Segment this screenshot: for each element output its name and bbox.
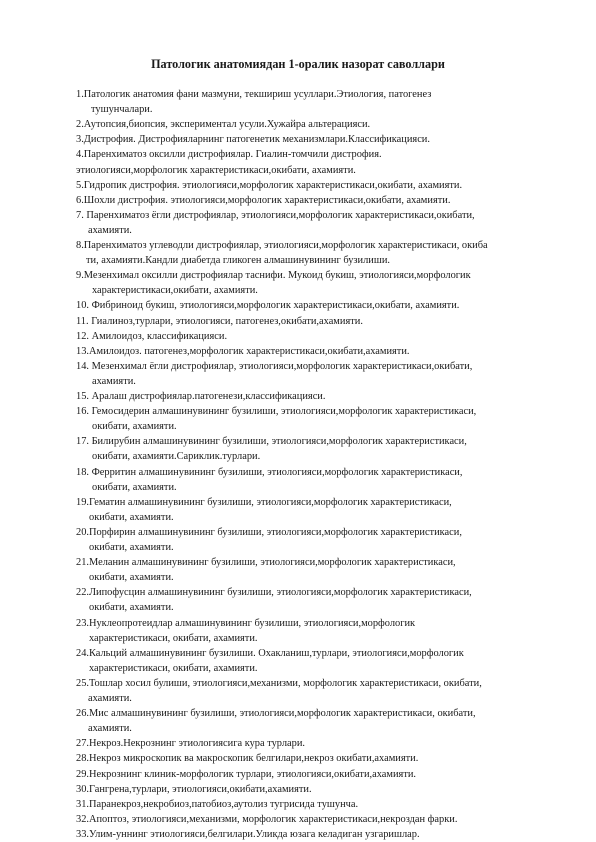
question-item: 8.Паренхиматоз углеводли дистрофиялар, этиологияси,морфологик характеристикаси, окиба — [76, 240, 488, 251]
question-item-continuation: окибати, ахамияти.Сариклик.турлари. — [92, 451, 261, 463]
question-item-continuation: окибати, ахамияти. — [92, 481, 177, 493]
question-item: 22.Липофусцин алмашинувининг бузилиши, этиологияси,морфологик характеристикаси, — [76, 587, 472, 599]
question-item: 24.Кальций алмашинувининг бузилиши. Охакланиш,турлари, этиологияси,морфологик — [76, 647, 464, 659]
question-item: 20.Порфирин алмашинувининг бузилиши, этиологияси,морфологик характеристикаси, — [76, 526, 462, 538]
document-title: Патологик анатомиядан 1-оралик назорат саволлари — [151, 57, 445, 71]
question-item-continuation: ахамияти. — [88, 723, 132, 735]
question-item-continuation: окибати, ахамияти. — [89, 511, 174, 523]
question-item-continuation: характеристикаси, окибати, ахамияти. — [89, 632, 258, 644]
question-item: 13.Амилоидоз. патогенез,морфологик характеристикаси,окибати,ахамияти. — [76, 345, 410, 357]
question-item: 30.Гангрена,турлари, этиологияси,окибати,ахамияти. — [76, 783, 312, 795]
question-item-continuation: этиологияси,морфологик характеристикаси,окибати, ахамияти. — [76, 164, 356, 176]
question-item: 11. Гиалиноз,турлари, этиологияси, патогенез,окибати,ахамияти. — [76, 315, 363, 327]
question-item: 21.Меланин алмашинувининг бузилиши, этиологияси,морфологик характеристикаси, — [76, 557, 456, 569]
question-item: 25.Тошлар хосил булиши, этиологияси,механизми, морфологик характеристикаси, окибати, — [76, 677, 482, 689]
question-item-continuation: характеристикаси, окибати, ахамияти. — [89, 662, 258, 674]
question-item: 9.Мезенхимал оксилли дистрофиялар таснифи. Мукоид букиш, этиологияси,морфологик — [76, 270, 471, 282]
question-item-continuation: ахамияти. — [88, 224, 132, 236]
question-item: 16. Гемосидерин алмашинувининг бузилиши, этиологияси,морфологик характеристикаси, — [76, 406, 477, 418]
question-item: 29.Некрознинг клиник-морфологик турлари, этиологияси,окибати,ахамияти. — [76, 768, 417, 780]
question-item: 4.Паренхиматоз оксилли дистрофиялар. Гиалин-томчили дистрофия. — [76, 149, 382, 161]
question-item: 14. Мезенхимал ёгли дистрофиялар, этиологияси,морфологик характеристикаси,окибати, — [76, 360, 473, 372]
question-item-continuation: тушунчалари. — [91, 104, 153, 116]
question-item-continuation: окибати, ахамияти. — [89, 542, 174, 553]
question-item: 32.Апоптоз, этиологияси,механизми, морфологик характеристикаси,некроздан фарки. — [76, 813, 458, 825]
question-item: 1.Патологик анатомия фани мазмуни, текшириш усуллари.Этиология, патогенез — [76, 89, 432, 100]
question-item: 26.Мис алмашинувининг бузилиши, этиологияси,морфологик характеристикаси, окибати, — [76, 708, 476, 720]
question-item-continuation: ти, ахамияти.Кандли диабетда гликоген алмашинувининг бузилиши. — [86, 255, 390, 267]
question-item: 2.Аутопсия,биопсия, экспериментал усули.Хужайра альтерацияси. — [76, 119, 371, 131]
question-item: 19.Гематин алмашинувининг бузилиши, этиологияси,морфологик характеристикаси, — [76, 496, 452, 508]
question-item-continuation: ахамияти. — [92, 375, 136, 387]
question-item: 6.Шохли дистрофия. этиологияси,морфологик характеристикаси,окибати, ахамияти. — [76, 194, 451, 206]
question-item: 17. Билирубин алмашинувининг бузилиши, этиологияси,морфологик характеристикаси, — [76, 436, 467, 448]
question-item: 15. Аралаш дистрофиялар.патогенези,классификацияси. — [76, 391, 326, 402]
question-item: 28.Некроз микроскопик ва макроскопик белгилари,некроз окибати,ахамияти. — [76, 753, 419, 765]
question-item: 23.Нуклеопротеидлар алмашинувининг бузилиши, этиологияси,морфологик — [76, 617, 416, 629]
question-item: 12. Амилоидоз, классификацияси. — [76, 330, 228, 342]
question-item: 18. Ферритин алмашинувининг бузилиши, этиологияси,морфологик характеристикаси, — [76, 466, 463, 478]
question-item: 7. Паренхиматоз ёгли дистрофиялар, этиологияси,морфологик характеристикаси,окибати, — [76, 209, 475, 221]
question-item: 5.Гидропик дистрофия. этиологияси,морфологик характеристикаси,окибати, ахамияти. — [76, 179, 463, 191]
question-item-continuation: ахамияти. — [88, 693, 132, 704]
question-item-continuation: характеристикаси,окибати, ахамияти. — [92, 285, 258, 297]
question-item: 10. Фибриноид букиш, этиологияси,морфологик характеристикаси,окибати, ахамияти. — [76, 300, 460, 312]
question-item-continuation: окибати, ахамияти. — [92, 421, 177, 433]
question-item: 31.Паранекроз,некробиоз,патобиоз,аутолиз тугрисида тушунча. — [76, 798, 359, 810]
question-item: 3.Дистрофия. Дистрофияларнинг патогенетик механизмлари.Классификацияси. — [76, 134, 430, 146]
question-item: 27.Некроз.Некрознинг этиологиясига кура турлари. — [76, 738, 305, 750]
question-item: 33.Улим-уннинг этиологияси,белгилари.Уликда юзага келадиган узгаришлар. — [76, 828, 420, 840]
question-item-continuation: окибати, ахамияти. — [89, 572, 174, 584]
question-item-continuation: окибати, ахамияти. — [89, 602, 174, 614]
